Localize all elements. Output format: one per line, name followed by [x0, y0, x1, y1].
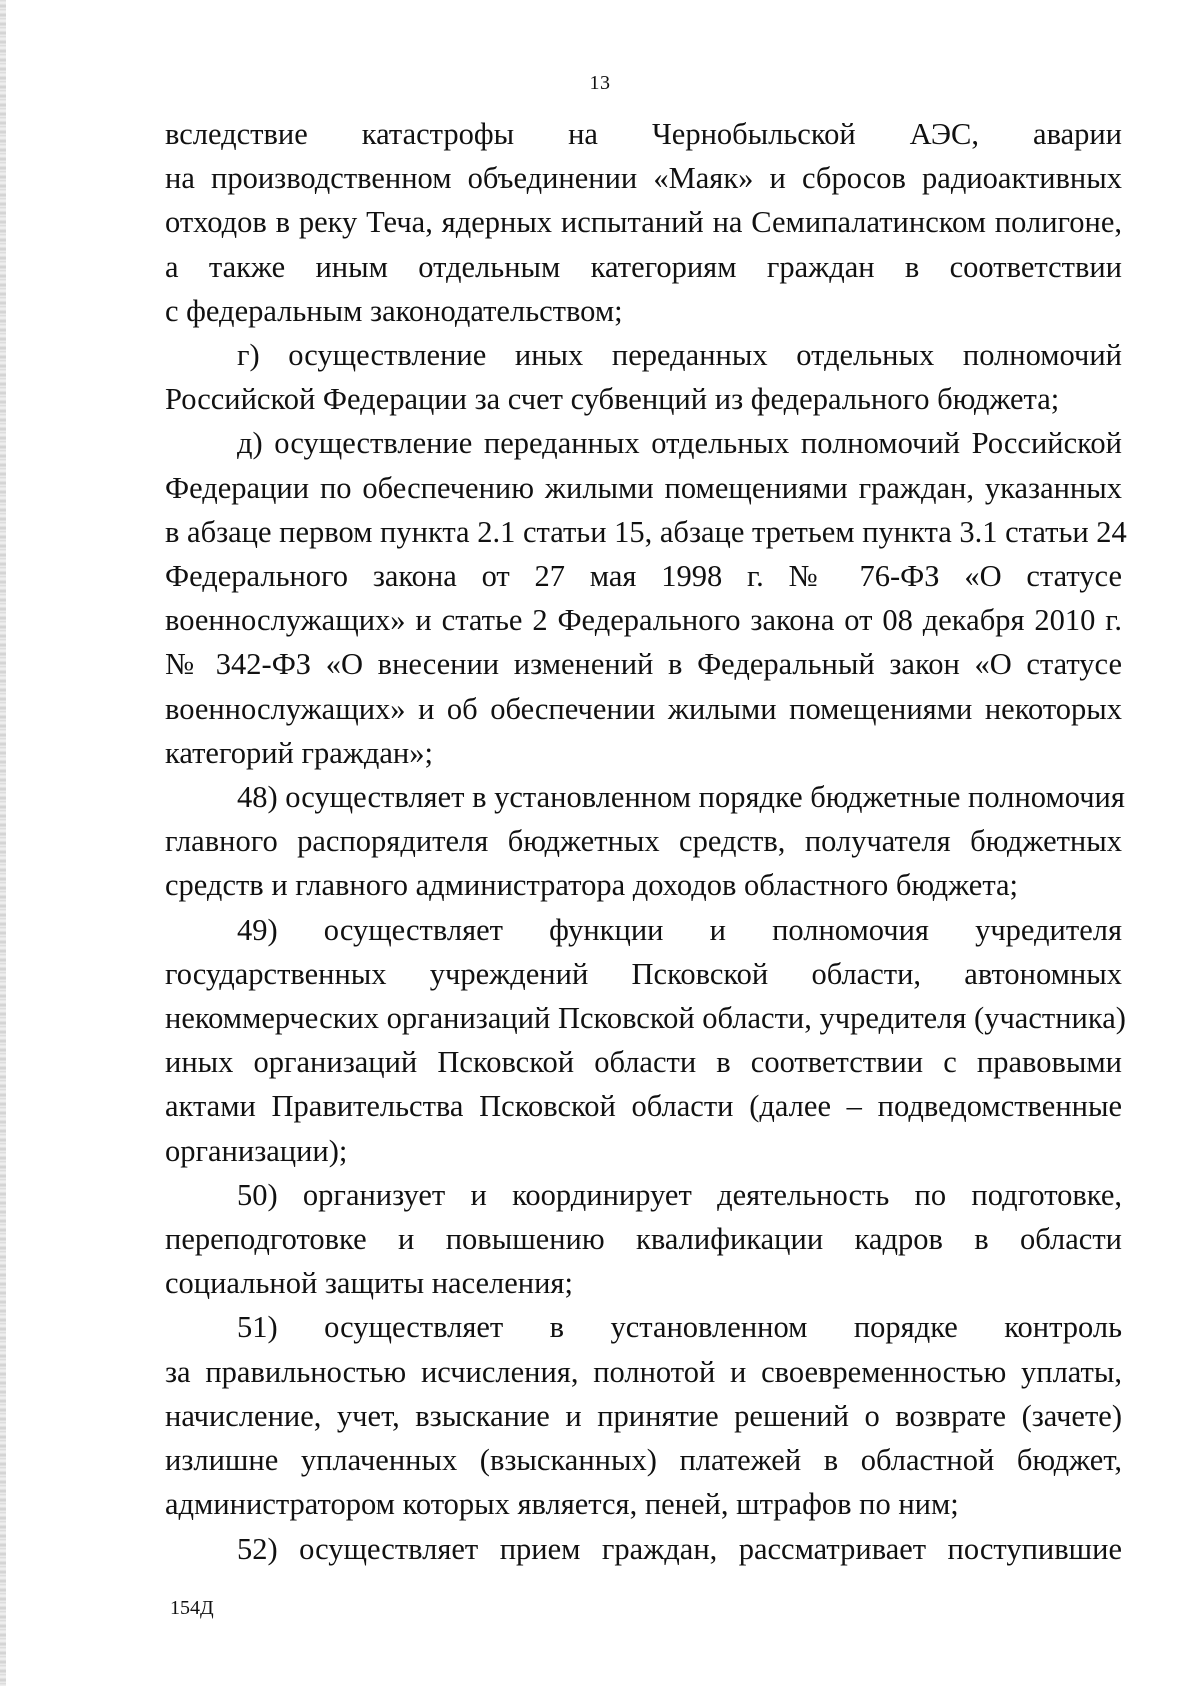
paragraph-item-48	[165, 775, 1125, 908]
text-line: государственных учреждений Псковской области, автономных	[165, 956, 1122, 991]
text-line: а также иным отдельным категориям граждан в соответствии	[165, 249, 1122, 284]
text-line: социальной защиты населения;	[165, 1266, 573, 1301]
paragraph-item-g	[165, 333, 1122, 421]
text-line: д) осуществление переданных отдельных полномочий Российской	[237, 426, 1122, 461]
text-line: начисление, учет, взыскание и принятие решений о возврате (зачете)	[165, 1398, 1122, 1433]
text-line: организации);	[165, 1133, 348, 1168]
paragraph-item-52	[165, 1527, 1122, 1571]
paragraph-item-51	[165, 1305, 1122, 1526]
text-line: 49) осуществляет функции и полномочия учредителя	[237, 912, 1122, 947]
page-number: 13	[589, 72, 611, 94]
text-line: Федерального закона от 27 мая 1998 г. № 76-ФЗ «О статусе	[165, 559, 1122, 594]
text-line: № 342-ФЗ «О внесении изменений в Федеральный закон «О статусе	[165, 647, 1122, 682]
text-line: излишне уплаченных (взысканных) платежей в областной бюджет,	[165, 1443, 1122, 1478]
text-line: 48) осуществляет в установленном порядке бюджетные полномочия	[237, 780, 1125, 815]
paragraph-item-d	[165, 421, 1127, 775]
text-line: администратором которых является, пеней, штрафов по ним;	[165, 1487, 959, 1522]
text-line: некоммерческих организаций Псковской области, учредителя (участника)	[165, 1001, 1126, 1036]
document-body	[165, 112, 1127, 1571]
text-line: главного распорядителя бюджетных средств, получателя бюджетных	[165, 824, 1122, 859]
text-line: 50) организует и координирует деятельность по подготовке,	[237, 1177, 1122, 1212]
text-line: отходов в реку Теча, ядерных испытаний на Семипалатинском полигоне,	[165, 205, 1122, 240]
scan-edge	[0, 0, 6, 1686]
text-line: с федеральным законодательством;	[165, 293, 623, 328]
text-line: Российской Федерации за счет субвенций из федерального бюджета;	[165, 382, 1060, 417]
text-line: Федерации по обеспечению жилыми помещениями граждан, указанных	[165, 470, 1122, 505]
paragraph-item-49	[165, 908, 1126, 1173]
text-line: актами Правительства Псковской области (далее – подведомственные	[165, 1089, 1122, 1124]
text-line: категорий граждан»;	[165, 735, 433, 770]
text-line: вследствие катастрофы на Чернобыльской АЭС, аварии	[165, 117, 1122, 151]
text-line: военнослужащих» и статье 2 Федерального закона от 08 декабря 2010 г.	[165, 603, 1122, 638]
text-line: 51) осуществляет в установленном порядке контроль	[237, 1310, 1122, 1345]
paragraph-continuation	[165, 112, 1122, 333]
text-line: на производственном объединении «Маяк» и сбросов радиоактивных	[165, 161, 1122, 196]
text-line: иных организаций Псковской области в соответствии с правовыми	[165, 1045, 1122, 1080]
text-line: переподготовке и повышению квалификации кадров в области	[165, 1222, 1122, 1257]
text-line: г) осуществление иных переданных отдельных полномочий	[237, 338, 1122, 373]
text-line: за правильностью исчисления, полнотой и своевременностью уплаты,	[165, 1354, 1122, 1389]
footer-code: 154Д	[170, 1597, 214, 1619]
text-line: военнослужащих» и об обеспечении жилыми помещениями некоторых	[165, 691, 1122, 726]
paragraph-item-50	[165, 1173, 1122, 1306]
text-line: 52) осуществляет прием граждан, рассматривает поступившие	[237, 1531, 1122, 1566]
text-line: в абзаце первом пункта 2.1 статьи 15, абзаце третьем пункта 3.1 статьи 24	[165, 514, 1127, 549]
text-line: средств и главного администратора доходов областного бюджета;	[165, 868, 1019, 903]
